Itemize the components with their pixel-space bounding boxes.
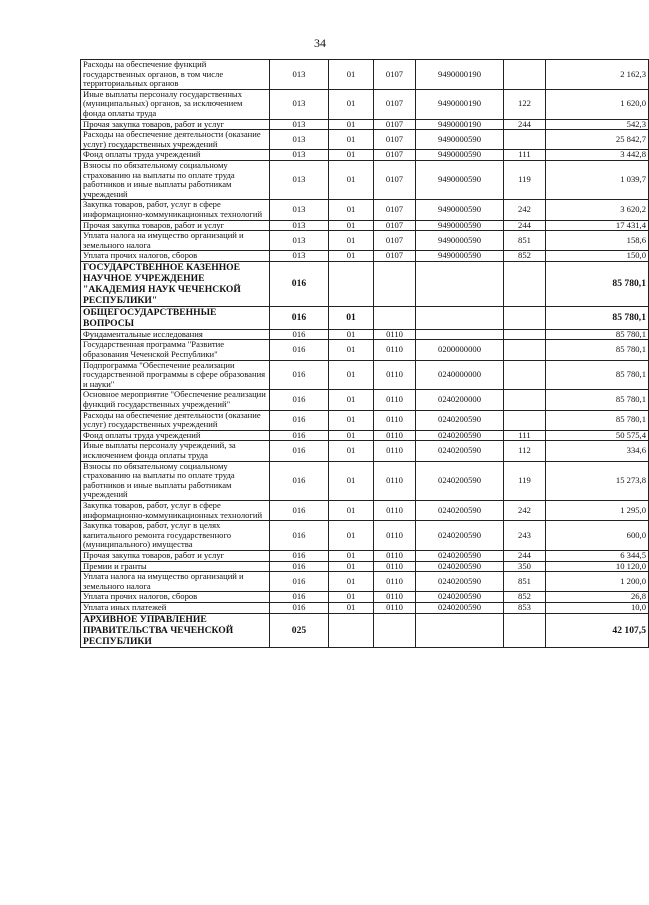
row-code-cell: 013: [270, 200, 329, 220]
table-row: [81, 410, 649, 430]
table-row: [81, 89, 649, 119]
row-name-cell: Подпрограмма "Обеспечение реализации государственной программы в сфере образования и науки": [81, 360, 270, 390]
row-sum-cell: 542,3: [546, 119, 649, 130]
row-target-cell: 0240000000: [416, 360, 504, 390]
row-subsection-cell: 0110: [374, 430, 416, 441]
row-sum-cell: 1 039,7: [546, 160, 649, 199]
row-name-cell: Прочая закупка товаров, работ и услуг: [81, 220, 270, 231]
page-number: 34: [314, 36, 326, 50]
row-sum-cell: 85 780,1: [546, 340, 649, 360]
row-section-cell: 01: [329, 461, 374, 500]
row-section-cell: 01: [329, 329, 374, 340]
row-section-cell: 01: [329, 220, 374, 231]
row-target-cell: 9490000590: [416, 231, 504, 251]
row-target-cell: [416, 306, 504, 329]
row-target-cell: 9490000590: [416, 200, 504, 220]
row-name-cell: Взносы по обязательному социальному страхованию на выплаты по оплате труда работников и иные выплаты работникам учреждений: [81, 461, 270, 500]
budget-table-body: [81, 60, 649, 648]
table-row: [81, 441, 649, 461]
row-code-cell: 016: [270, 360, 329, 390]
row-sum-cell: 600,0: [546, 521, 649, 551]
row-expense-type-cell: 122: [504, 89, 546, 119]
row-section-cell: [329, 261, 374, 306]
row-target-cell: 0240200000: [416, 390, 504, 410]
row-target-cell: 0240200590: [416, 410, 504, 430]
row-expense-type-cell: 242: [504, 200, 546, 220]
row-section-cell: 01: [329, 550, 374, 561]
table-row: [81, 231, 649, 251]
row-subsection-cell: 0110: [374, 550, 416, 561]
row-subsection-cell: 0110: [374, 410, 416, 430]
row-name-cell: Расходы на обеспечение деятельности (оказание услуг) государственных учреждений: [81, 130, 270, 150]
row-target-cell: 9490000190: [416, 119, 504, 130]
row-section-cell: 01: [329, 500, 374, 520]
row-sum-cell: 3 620,2: [546, 200, 649, 220]
row-target-cell: 9490000590: [416, 160, 504, 199]
row-subsection-cell: 0107: [374, 160, 416, 199]
row-target-cell: 9490000590: [416, 251, 504, 262]
row-expense-type-cell: [504, 360, 546, 390]
row-sum-cell: 1 200,0: [546, 572, 649, 592]
row-subsection-cell: 0110: [374, 340, 416, 360]
row-name-cell: Закупка товаров, работ, услуг в сфере информационно-коммуникационных технологий: [81, 500, 270, 520]
row-target-cell: 0240200590: [416, 592, 504, 603]
row-target-cell: 0240200590: [416, 430, 504, 441]
row-expense-type-cell: 119: [504, 160, 546, 199]
row-name-cell: Закупка товаров, работ, услуг в целях капитального ремонта государственного (муниципального) имущества: [81, 521, 270, 551]
row-expense-type-cell: [504, 130, 546, 150]
row-subsection-cell: 0107: [374, 119, 416, 130]
row-target-cell: 9490000590: [416, 220, 504, 231]
row-code-cell: 016: [270, 306, 329, 329]
table-row: [81, 500, 649, 520]
row-target-cell: 9490000190: [416, 89, 504, 119]
row-section-cell: 01: [329, 251, 374, 262]
row-sum-cell: 158,6: [546, 231, 649, 251]
row-code-cell: 016: [270, 550, 329, 561]
row-subsection-cell: [374, 261, 416, 306]
row-target-cell: 0240200590: [416, 550, 504, 561]
row-code-cell: 016: [270, 592, 329, 603]
row-name-cell: Взносы по обязательному социальному страхованию на выплаты по оплате труда работников и иные выплаты работникам учреждений: [81, 160, 270, 199]
row-code-cell: 013: [270, 220, 329, 231]
row-name-cell: Премии и гранты: [81, 561, 270, 572]
row-target-cell: 9490000590: [416, 150, 504, 161]
budget-table: [80, 59, 649, 648]
row-name-cell: ГОСУДАРСТВЕННОЕ КАЗЕННОЕ НАУЧНОЕ УЧРЕЖДЕНИЕ "АКАДЕМИЯ НАУК ЧЕЧЕНСКОЙ РЕСПУБЛИКИ": [81, 261, 270, 306]
row-name-cell: Фундаментальные исследования: [81, 329, 270, 340]
table-row: [81, 329, 649, 340]
row-name-cell: Расходы на обеспечение функций государственных органов, в том числе территориальных органов: [81, 60, 270, 90]
row-code-cell: 016: [270, 441, 329, 461]
row-section-cell: 01: [329, 592, 374, 603]
row-sum-cell: 150,0: [546, 251, 649, 262]
row-expense-type-cell: 852: [504, 251, 546, 262]
table-row: [81, 306, 649, 329]
row-sum-cell: 85 780,1: [546, 410, 649, 430]
row-code-cell: 013: [270, 130, 329, 150]
row-target-cell: 0240200590: [416, 461, 504, 500]
table-row: [81, 602, 649, 613]
row-sum-cell: 50 575,4: [546, 430, 649, 441]
row-expense-type-cell: [504, 613, 546, 647]
row-subsection-cell: 0110: [374, 572, 416, 592]
table-row: [81, 592, 649, 603]
row-sum-cell: 85 780,1: [546, 390, 649, 410]
row-code-cell: 013: [270, 89, 329, 119]
row-expense-type-cell: 350: [504, 561, 546, 572]
row-sum-cell: 6 344,5: [546, 550, 649, 561]
table-row: [81, 521, 649, 551]
row-expense-type-cell: [504, 60, 546, 90]
row-name-cell: Прочая закупка товаров, работ и услуг: [81, 550, 270, 561]
row-subsection-cell: 0107: [374, 130, 416, 150]
row-name-cell: Основное мероприятие "Обеспечение реализации функций государственных учреждений": [81, 390, 270, 410]
row-name-cell: Фонд оплаты труда учреждений: [81, 430, 270, 441]
row-code-cell: 013: [270, 160, 329, 199]
row-target-cell: 0240200590: [416, 521, 504, 551]
row-code-cell: 013: [270, 119, 329, 130]
table-row: [81, 200, 649, 220]
row-sum-cell: 85 780,1: [546, 360, 649, 390]
row-sum-cell: 17 431,4: [546, 220, 649, 231]
row-expense-type-cell: 244: [504, 550, 546, 561]
row-sum-cell: 15 273,8: [546, 461, 649, 500]
row-section-cell: 01: [329, 521, 374, 551]
row-subsection-cell: 0107: [374, 251, 416, 262]
row-target-cell: 0240200590: [416, 441, 504, 461]
row-expense-type-cell: 244: [504, 119, 546, 130]
row-expense-type-cell: 852: [504, 592, 546, 603]
row-target-cell: [416, 329, 504, 340]
row-section-cell: 01: [329, 160, 374, 199]
row-subsection-cell: 0110: [374, 390, 416, 410]
table-row: [81, 261, 649, 306]
table-row: [81, 160, 649, 199]
row-name-cell: Фонд оплаты труда учреждений: [81, 150, 270, 161]
row-subsection-cell: 0110: [374, 441, 416, 461]
row-target-cell: 0200000000: [416, 340, 504, 360]
row-section-cell: 01: [329, 340, 374, 360]
row-sum-cell: 10 120,0: [546, 561, 649, 572]
row-sum-cell: 3 442,8: [546, 150, 649, 161]
row-section-cell: 01: [329, 410, 374, 430]
row-code-cell: 013: [270, 60, 329, 90]
row-subsection-cell: 0110: [374, 602, 416, 613]
row-subsection-cell: [374, 306, 416, 329]
row-code-cell: 016: [270, 561, 329, 572]
row-subsection-cell: 0107: [374, 150, 416, 161]
row-sum-cell: 26,8: [546, 592, 649, 603]
row-name-cell: Уплата прочих налогов, сборов: [81, 592, 270, 603]
row-name-cell: Государственная программа "Развитие образования Чеченской Республики": [81, 340, 270, 360]
row-target-cell: [416, 261, 504, 306]
row-expense-type-cell: 119: [504, 461, 546, 500]
row-sum-cell: 334,6: [546, 441, 649, 461]
row-section-cell: 01: [329, 231, 374, 251]
row-section-cell: 01: [329, 441, 374, 461]
table-row: [81, 390, 649, 410]
table-row: [81, 119, 649, 130]
row-subsection-cell: 0107: [374, 200, 416, 220]
table-row: [81, 360, 649, 390]
row-subsection-cell: 0110: [374, 561, 416, 572]
row-sum-cell: 85 780,1: [546, 306, 649, 329]
row-name-cell: Иные выплаты персоналу учреждений, за исключением фонда оплаты труда: [81, 441, 270, 461]
row-expense-type-cell: 243: [504, 521, 546, 551]
row-sum-cell: 85 780,1: [546, 261, 649, 306]
row-expense-type-cell: [504, 390, 546, 410]
row-section-cell: 01: [329, 200, 374, 220]
row-code-cell: 016: [270, 340, 329, 360]
row-code-cell: 016: [270, 410, 329, 430]
row-expense-type-cell: 112: [504, 441, 546, 461]
row-expense-type-cell: [504, 261, 546, 306]
row-expense-type-cell: 111: [504, 430, 546, 441]
row-expense-type-cell: 851: [504, 231, 546, 251]
row-subsection-cell: 0110: [374, 500, 416, 520]
table-row: [81, 613, 649, 647]
row-code-cell: 016: [270, 390, 329, 410]
table-row: [81, 340, 649, 360]
row-section-cell: 01: [329, 360, 374, 390]
row-subsection-cell: 0107: [374, 60, 416, 90]
row-sum-cell: 25 842,7: [546, 130, 649, 150]
row-name-cell: АРХИВНОЕ УПРАВЛЕНИЕ ПРАВИТЕЛЬСТВА ЧЕЧЕНСКОЙ РЕСПУБЛИКИ: [81, 613, 270, 647]
row-section-cell: 01: [329, 430, 374, 441]
row-name-cell: Уплата иных платежей: [81, 602, 270, 613]
row-sum-cell: 2 162,3: [546, 60, 649, 90]
table-row: [81, 60, 649, 90]
row-code-cell: 016: [270, 261, 329, 306]
row-target-cell: 0240200590: [416, 572, 504, 592]
row-code-cell: 016: [270, 461, 329, 500]
row-target-cell: 0240200590: [416, 500, 504, 520]
row-target-cell: 0240200590: [416, 561, 504, 572]
row-code-cell: 013: [270, 231, 329, 251]
row-subsection-cell: 0110: [374, 360, 416, 390]
row-code-cell: 013: [270, 150, 329, 161]
table-row: [81, 150, 649, 161]
row-expense-type-cell: 851: [504, 572, 546, 592]
row-code-cell: 013: [270, 251, 329, 262]
row-section-cell: 01: [329, 572, 374, 592]
row-subsection-cell: 0107: [374, 231, 416, 251]
row-code-cell: 016: [270, 602, 329, 613]
row-expense-type-cell: [504, 340, 546, 360]
row-sum-cell: 85 780,1: [546, 329, 649, 340]
row-name-cell: Прочая закупка товаров, работ и услуг: [81, 119, 270, 130]
row-subsection-cell: [374, 613, 416, 647]
row-name-cell: Закупка товаров, работ, услуг в сфере информационно-коммуникационных технологий: [81, 200, 270, 220]
table-row: [81, 220, 649, 231]
row-subsection-cell: 0110: [374, 329, 416, 340]
row-section-cell: 01: [329, 60, 374, 90]
row-name-cell: ОБЩЕГОСУДАРСТВЕННЫЕ ВОПРОСЫ: [81, 306, 270, 329]
row-expense-type-cell: 853: [504, 602, 546, 613]
row-section-cell: 01: [329, 602, 374, 613]
row-name-cell: Иные выплаты персоналу государственных (муниципальных) органов, за исключением фонда оплаты труда: [81, 89, 270, 119]
row-target-cell: 9490000190: [416, 60, 504, 90]
table-row: [81, 130, 649, 150]
table-row: [81, 251, 649, 262]
row-target-cell: 0240200590: [416, 602, 504, 613]
row-sum-cell: 10,0: [546, 602, 649, 613]
row-code-cell: 016: [270, 572, 329, 592]
row-target-cell: 9490000590: [416, 130, 504, 150]
row-code-cell: 016: [270, 329, 329, 340]
row-expense-type-cell: [504, 410, 546, 430]
row-expense-type-cell: [504, 329, 546, 340]
row-expense-type-cell: 244: [504, 220, 546, 231]
row-sum-cell: 1 620,0: [546, 89, 649, 119]
row-section-cell: 01: [329, 119, 374, 130]
row-name-cell: Уплата налога на имущество организаций и земельного налога: [81, 231, 270, 251]
row-code-cell: 016: [270, 521, 329, 551]
row-name-cell: Уплата прочих налогов, сборов: [81, 251, 270, 262]
row-name-cell: Расходы на обеспечение деятельности (оказание услуг) государственных учреждений: [81, 410, 270, 430]
row-expense-type-cell: 242: [504, 500, 546, 520]
row-subsection-cell: 0110: [374, 521, 416, 551]
row-expense-type-cell: 111: [504, 150, 546, 161]
row-subsection-cell: 0107: [374, 89, 416, 119]
row-section-cell: 01: [329, 89, 374, 119]
row-code-cell: 016: [270, 500, 329, 520]
row-code-cell: 025: [270, 613, 329, 647]
row-sum-cell: 42 107,5: [546, 613, 649, 647]
row-section-cell: 01: [329, 390, 374, 410]
table-row: [81, 461, 649, 500]
row-name-cell: Уплата налога на имущество организаций и земельного налога: [81, 572, 270, 592]
row-sum-cell: 1 295,0: [546, 500, 649, 520]
table-row: [81, 561, 649, 572]
row-section-cell: 01: [329, 150, 374, 161]
row-section-cell: 01: [329, 561, 374, 572]
table-row: [81, 430, 649, 441]
row-target-cell: [416, 613, 504, 647]
row-section-cell: 01: [329, 130, 374, 150]
row-subsection-cell: 0110: [374, 592, 416, 603]
table-row: [81, 572, 649, 592]
row-section-cell: 01: [329, 306, 374, 329]
row-expense-type-cell: [504, 306, 546, 329]
row-code-cell: 016: [270, 430, 329, 441]
table-row: [81, 550, 649, 561]
row-subsection-cell: 0107: [374, 220, 416, 231]
row-section-cell: [329, 613, 374, 647]
row-subsection-cell: 0110: [374, 461, 416, 500]
